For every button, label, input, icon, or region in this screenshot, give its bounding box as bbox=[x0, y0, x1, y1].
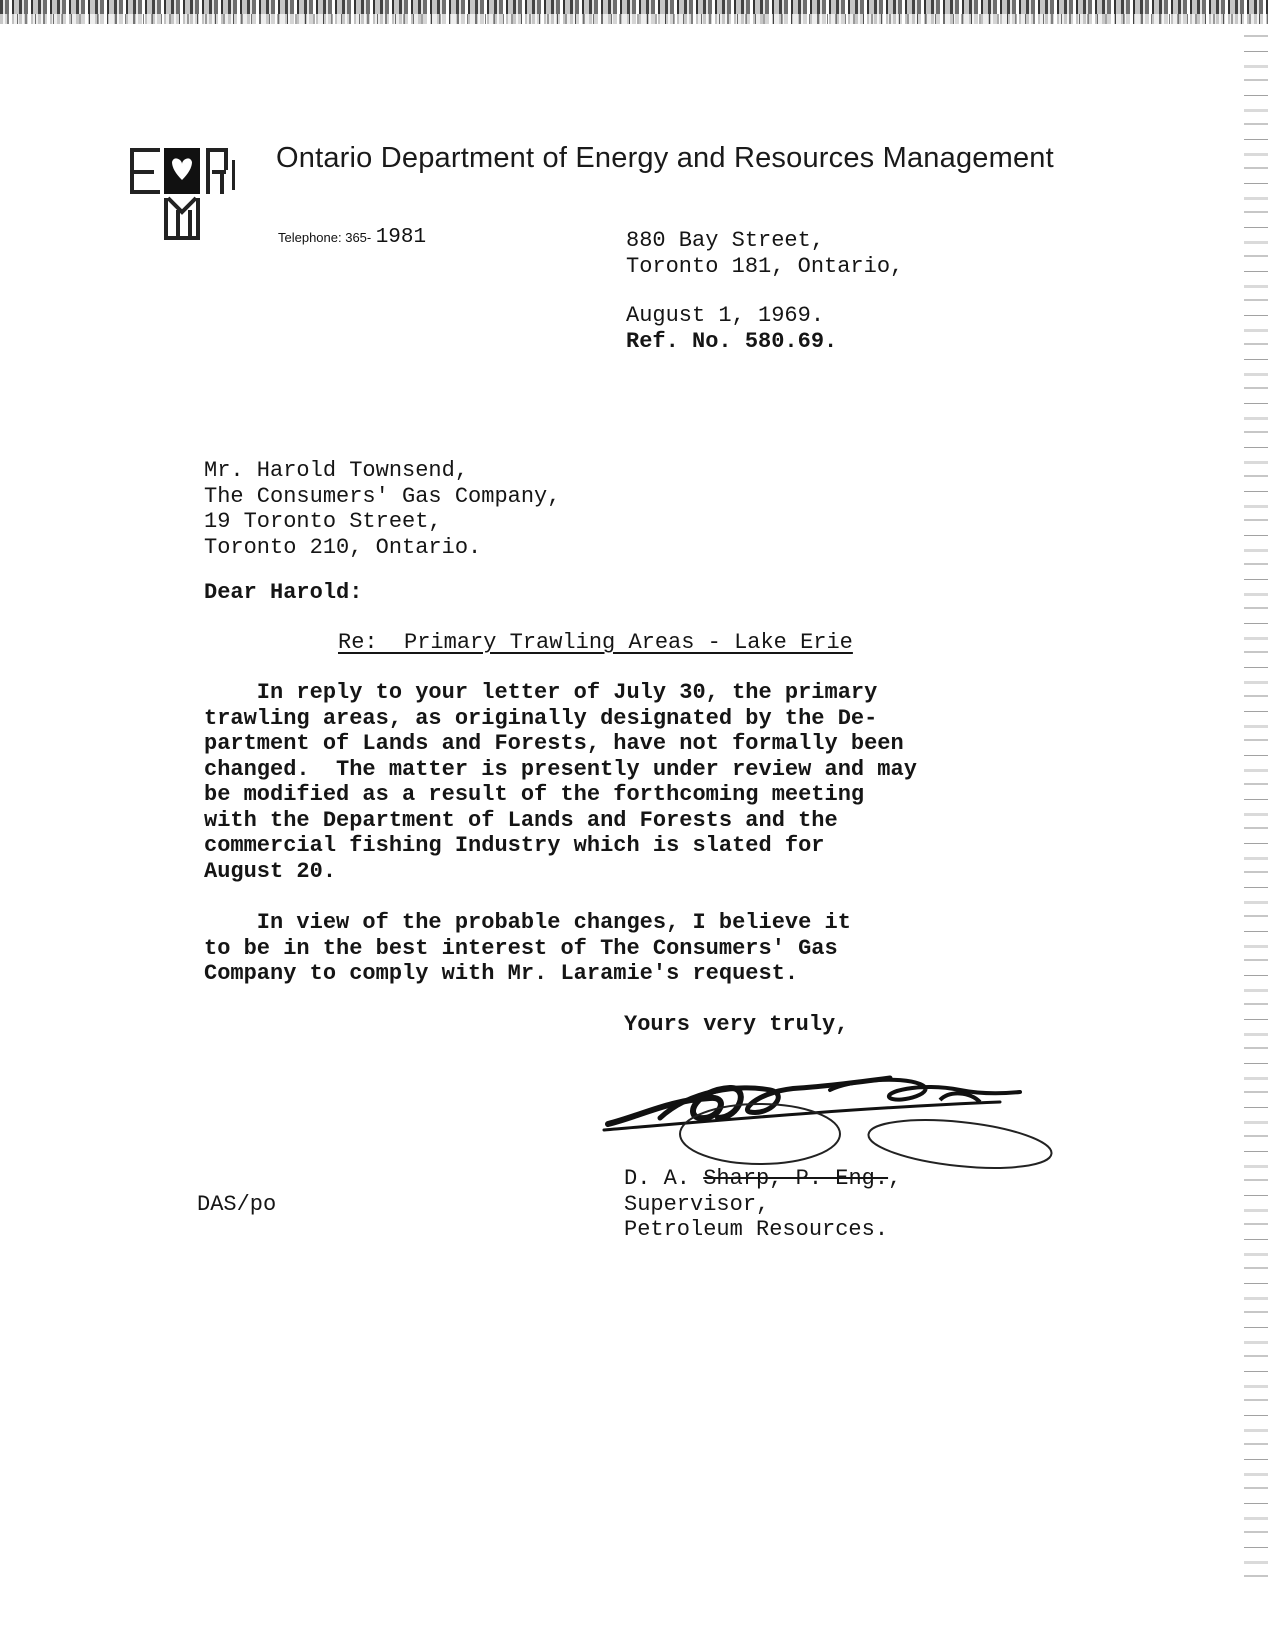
letter-date: August 1, 1969. bbox=[626, 303, 825, 328]
signer-title: Supervisor, bbox=[624, 1191, 770, 1217]
address-line: 880 Bay Street, bbox=[626, 228, 825, 253]
date-block bbox=[626, 303, 837, 354]
typist-initials: DAS/po bbox=[197, 1192, 277, 1217]
recipient-city: Toronto 210, Ontario. bbox=[204, 534, 482, 560]
body-line: In view of the probable changes, I believe it bbox=[204, 910, 851, 935]
body-paragraph-2 bbox=[204, 910, 851, 987]
body-line: In reply to your letter of July 30, the primary bbox=[204, 680, 878, 705]
signer-name-struck: Sharp, P. Eng. bbox=[703, 1166, 889, 1191]
body-line: be modified as a result of the forthcoming meeting bbox=[204, 782, 865, 807]
body-paragraph-1 bbox=[204, 680, 917, 884]
handwritten-signature bbox=[600, 1060, 1080, 1180]
address-line: Toronto 181, Ontario, bbox=[626, 253, 904, 279]
telephone bbox=[278, 226, 426, 249]
signer-division: Petroleum Resources. bbox=[624, 1217, 889, 1242]
body-line: Company to comply with Mr. Laramie's request. bbox=[204, 961, 799, 986]
recipient-company: The Consumers' Gas Company, bbox=[204, 483, 561, 509]
telephone-label: Telephone: 365- bbox=[278, 230, 372, 245]
recipient-address bbox=[204, 458, 560, 560]
signer-block bbox=[624, 1166, 901, 1243]
salutation: Dear Harold: bbox=[204, 580, 363, 605]
scan-noise-right bbox=[1244, 24, 1268, 1584]
subject-line: Re: Primary Trawling Areas - Lake Erie bbox=[338, 630, 853, 655]
body-line: August 20. bbox=[204, 858, 337, 884]
recipient-street: 19 Toronto Street, bbox=[204, 509, 442, 534]
body-line: with the Department of Lands and Forests and the bbox=[204, 807, 838, 833]
edr-logo-icon bbox=[128, 146, 240, 246]
scan-noise-top-overlay bbox=[0, 14, 1268, 24]
signer-name-suffix: , bbox=[888, 1166, 902, 1191]
signer-name-prefix: D. A. bbox=[624, 1166, 704, 1191]
body-line: partment of Lands and Forests, have not formally been bbox=[204, 731, 904, 756]
body-line: trawling areas, as originally designated by the De- bbox=[204, 705, 878, 731]
body-line: commercial fishing Industry which is slated for bbox=[204, 833, 825, 858]
reference-number: Ref. No. 580.69. bbox=[626, 328, 838, 354]
body-line: changed. The matter is presently under review and may bbox=[204, 756, 917, 782]
recipient-name: Mr. Harold Townsend, bbox=[204, 458, 469, 483]
body-line: to be in the best interest of The Consumers' Gas bbox=[204, 935, 838, 961]
closing: Yours very truly, bbox=[624, 1012, 849, 1037]
department-name: Ontario Department of Energy and Resources Management bbox=[276, 142, 1054, 174]
signer-name-line bbox=[624, 1166, 901, 1192]
telephone-number: 1981 bbox=[375, 226, 427, 249]
sender-address bbox=[626, 228, 903, 279]
